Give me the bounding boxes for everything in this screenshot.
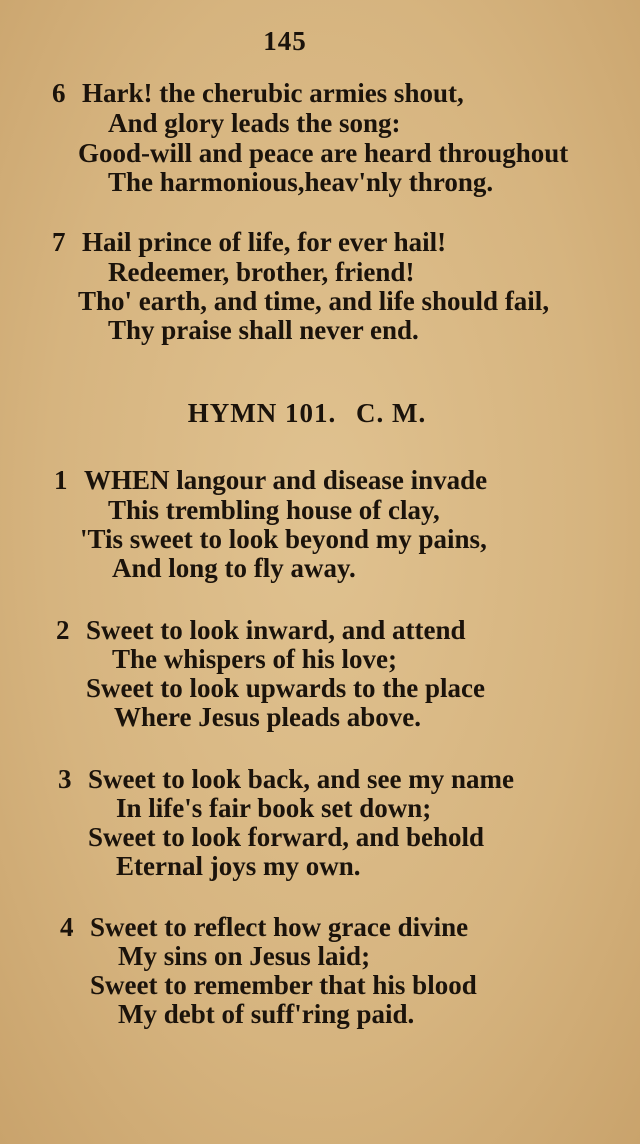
verse-line: In life's fair book set down; — [116, 793, 432, 823]
verse-line: WHEN langour and disease invade — [84, 465, 488, 495]
verse-line: This trembling house of clay, — [108, 495, 440, 525]
page-number: 145 — [263, 26, 307, 56]
hymn-title: HYMN 101. — [187, 398, 337, 428]
verse-line: My sins on Jesus laid; — [118, 941, 371, 971]
verse-line: 'Tis sweet to look beyond my pains, — [80, 524, 487, 554]
verse-line: Hail prince of life, for ever hail! — [82, 227, 447, 257]
verse-number: 1 — [54, 465, 68, 495]
verse-line: And long to fly away. — [112, 553, 356, 583]
verse-line: Good-will and peace are heard throughout — [78, 138, 569, 168]
verse-line: Sweet to look inward, and attend — [86, 615, 466, 645]
verse-line: Where Jesus pleads above. — [114, 702, 422, 732]
verse-number: 4 — [60, 912, 74, 942]
verse-line: Redeemer, brother, friend! — [108, 257, 415, 287]
verse-number: 3 — [58, 764, 72, 794]
verse-line: Thy praise shall never end. — [108, 315, 419, 345]
verse-line: Sweet to look upwards to the place — [86, 673, 485, 703]
verse-line: Eternal joys my own. — [116, 851, 361, 881]
verse-line: The whispers of his love; — [112, 644, 398, 674]
hymn-meter: C. M. — [356, 398, 427, 428]
verse-number: 7 — [52, 227, 66, 257]
verse-line: My debt of suff'ring paid. — [118, 999, 415, 1029]
verse-line: Sweet to remember that his blood — [90, 970, 477, 1000]
verse-line: Sweet to look forward, and behold — [88, 822, 485, 852]
verse-line: The harmonious,heav'nly throng. — [108, 167, 494, 197]
verse-number: 2 — [56, 615, 70, 645]
verse-line: Sweet to reflect how grace divine — [90, 912, 469, 942]
verse-line: Hark! the cherubic armies shout, — [82, 78, 464, 108]
verse-line: And glory leads the song: — [108, 108, 401, 138]
verse-line: Tho' earth, and time, and life should fail, — [78, 286, 550, 316]
verse-line: Sweet to look back, and see my name — [88, 764, 514, 794]
hymn-heading — [0, 398, 614, 429]
verse-number: 6 — [52, 78, 66, 108]
